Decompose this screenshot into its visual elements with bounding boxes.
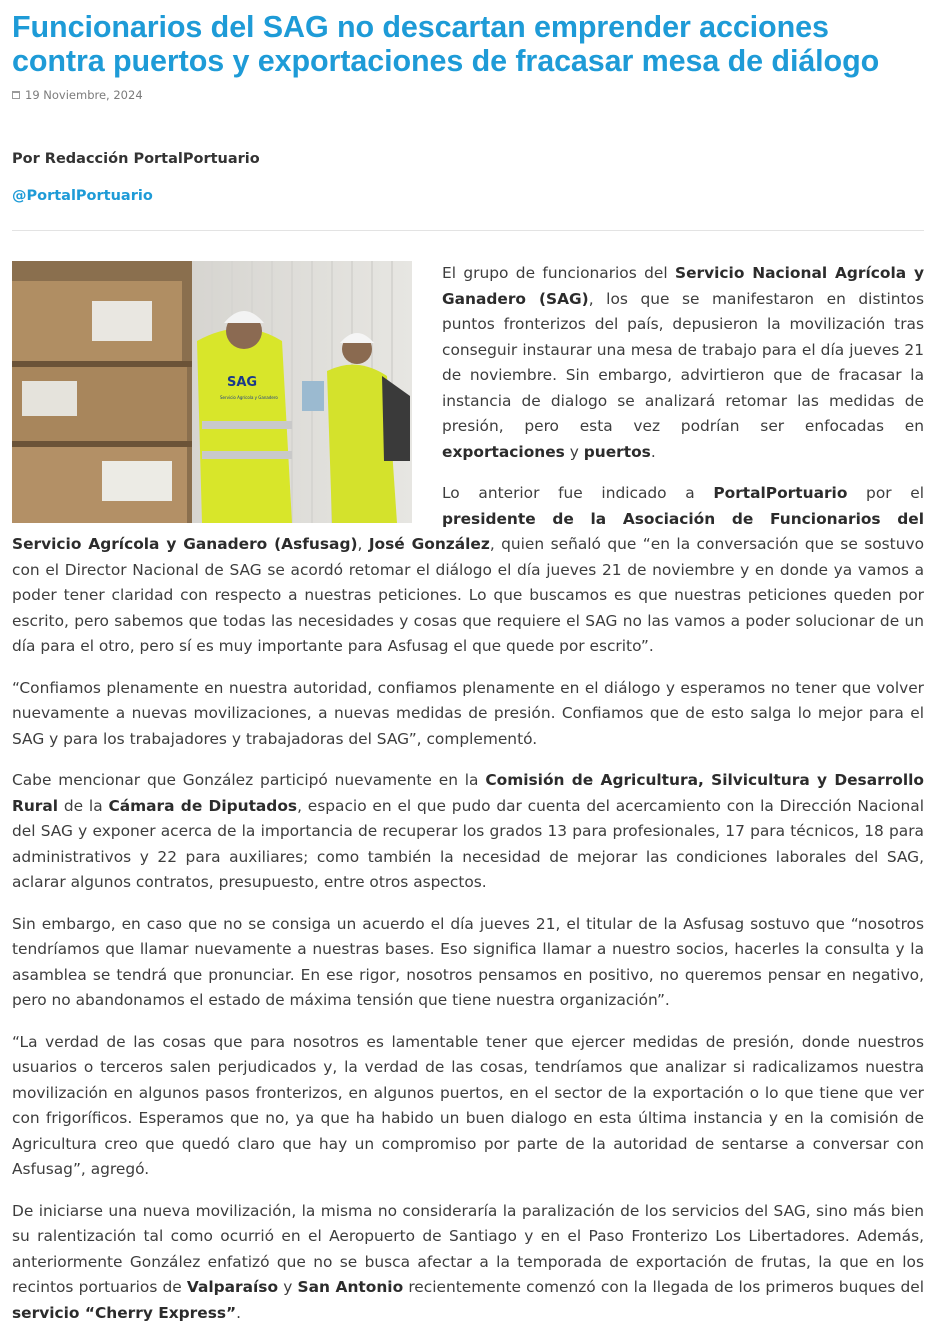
paragraph-6: “La verdad de las cosas que para nosotros es lamentable tener que ejercer medidas de presión, donde nuestros usuarios o terceros salen perjudicados y, la verdad de las cosas, tendríamos que analizar si radicalizamos nuestra movilización en algunos pasos fronterizos, en algunos puertos, en el sector de la exportación o lo que tiene que ver con frigoríficos. Esperamos que no, ya que ha habido un buen dialogo en esta última instancia y en la comisión de Agricultura creo que quedó claro que hay un compromiso por parte de la autoridad de sentarse a conversar con Asfusag”, agregó. [12,1030,924,1183]
article-date: 19 Noviembre, 2024 [25,88,143,102]
calendar-icon [12,91,20,99]
vest-subtext: Servicio Agrícola y Ganadero [220,395,278,400]
article-container [12,10,924,1326]
p1-bold-2: exportaciones [442,443,565,461]
p7-text-3: recientemente comenzó con la llegada de los primeros buques del [403,1278,924,1296]
p4-bold-2: Cámara de Diputados [108,797,297,815]
divider [12,230,924,231]
article-body [12,261,924,1326]
p1-text-2: , los que se manifestaron en distintos puntos fronterizos del país, depusieron la movilización tras conseguir instaurar una mesa de trabajo para el día jueves 21 de noviembre. Sin embargo, advirtieron que de fracasar la instancia de dialogo se analizará retomar las medidas de presión, pero esta vez podrían ser enfocadas en [442,290,924,436]
p7-text-2: y [278,1278,297,1296]
paragraph-5: Sin embargo, en caso que no se consiga un acuerdo el día jueves 21, el titular de la Asfusag sostuvo que “nosotros tendríamos que llamar nuevamente a nuestras bases. Eso significa llamar a nuestro socios, hacerles la consulta y la asamblea se tendrá que pronunciar. En ese rigor, nosotros pensamos en positivo, no queremos pensar en negativo, pero no abandonamos el estado de máxima tensión que tiene nuestra organización”. [12,912,924,1014]
paragraph-7 [12,1199,924,1326]
p1-bold-1: Servicio Nacional Agrícola y Ganadero (SAG) [442,264,924,308]
p2-text-4: , quien señaló que “en la conversación que se sostuvo con el Director Nacional de SAG se acordó retomar el diálogo el día jueves 21 de noviembre y en donde ya vamos a poder tener claridad con respecto a nuestras peticiones. Lo que buscamos es que nuestras peticiones queden por escrito, pero sabemos que todas las necesidades y cosas que requiere el SAG no las vamos a poder solucionar de un día para el otro, pero sí es muy importante para Asfusag el que quede por escrito”. [12,535,924,655]
p2-text-1: Lo anterior fue indicado a [442,484,713,502]
p1-text-4: . [651,443,656,461]
p4-bold-1: Comisión de Agricultura, Silvicultura y Desarrollo Rural [12,771,924,815]
p2-bold-1: PortalPortuario [713,484,847,502]
paragraph-3: “Confiamos plenamente en nuestra autoridad, confiamos plenamente en el diálogo y esperamos no tener que volver nuevamente a nuevas movilizaciones, a nuevas medidas de presión. Confiamos que de esto salga lo mejor para el SAG y para los trabajadores y trabajadoras del SAG”, complementó. [12,676,924,753]
p2-bold-2: presidente de la Asociación de Funcionarios del Servicio Agrícola y Ganadero (Asfusag) [12,510,924,554]
author-handle-link[interactable]: @PortalPortuario [12,188,924,204]
article-byline: Por Redacción PortalPortuario [12,151,924,167]
p1-bold-3: puertos [584,443,651,461]
p4-text-1: Cabe mencionar que González participó nuevamente en la [12,771,485,789]
p4-text-2: de la [58,797,108,815]
article-title: Funcionarios del SAG no descartan emprender acciones contra puertos y exportaciones de fracasar mesa de diálogo [12,10,924,78]
p1-text-1: El grupo de funcionarios del [442,264,675,282]
p7-text-4: . [236,1304,241,1322]
p7-bold-2: San Antonio [297,1278,403,1296]
p4-text-3: , espacio en el que pudo dar cuenta del acercamiento con la Dirección Nacional del SAG y exponer acerca de la importancia de recuperar los grados 13 para profesionales, 17 para técnicos, 18 para administrativos y 22 para auxiliares; como también la necesidad de mejorar las condiciones laborales del SAG, aclarar algunos contratos, presupuesto, entre otros aspectos. [12,797,924,892]
p2-text-2: por el [847,484,924,502]
vest-text: SAG [227,375,257,390]
p7-bold-1: Valparaíso [187,1278,278,1296]
article-meta [12,88,924,102]
p7-bold-3: servicio “Cherry Express” [12,1304,236,1322]
article-photo [12,261,412,523]
p2-bold-3: José González [369,535,490,553]
p1-text-3: y [565,443,584,461]
p2-text-3: , [358,535,369,553]
paragraph-4 [12,768,924,896]
p7-text-1: De iniciarse una nueva movilización, la misma no consideraría la paralización de los servicios del SAG, sino más bien su ralentización tal como ocurrió en el Aeropuerto de Santiago y en el Paso Fronterizo Los Libertadores. Además, anteriormente González enfatizó que no se busca afectar a la temporada de exportación de frutas, la que en los recintos portuarios de [12,1202,924,1297]
